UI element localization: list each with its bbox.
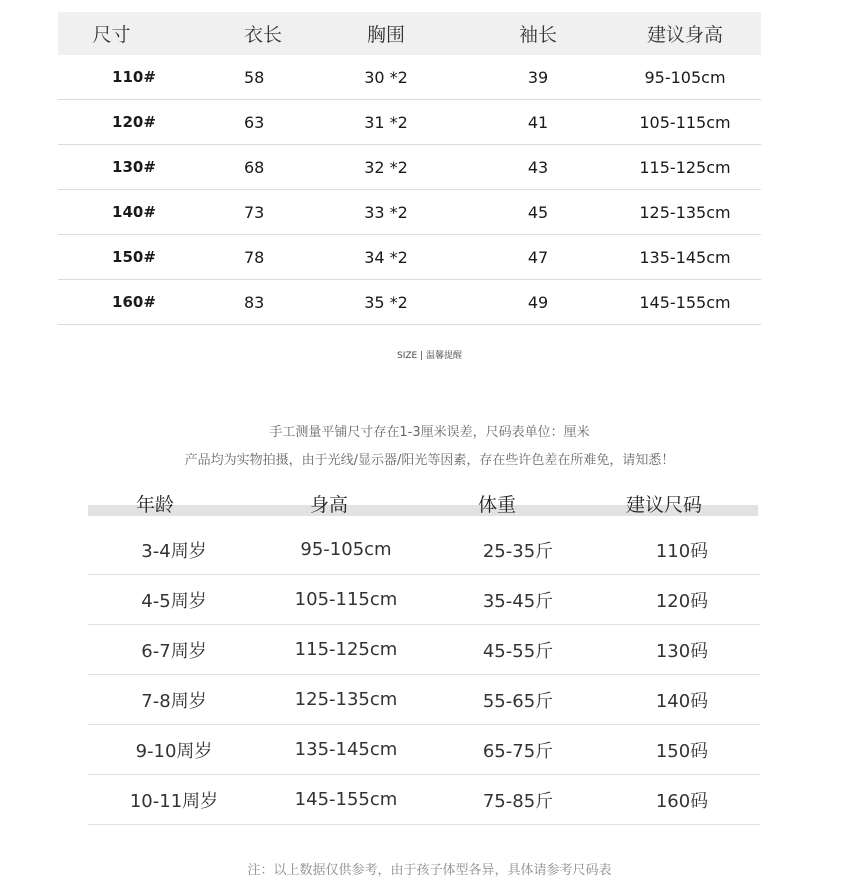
size-cell: 150码	[604, 725, 760, 775]
header-height: 身高	[310, 494, 349, 516]
length-cell: 83	[164, 280, 305, 325]
height-cell: 115-125cm	[609, 145, 761, 190]
chest-cell: 35 *2	[305, 280, 467, 325]
length-cell: 78	[164, 235, 305, 280]
sleeve-cell: 47	[467, 235, 609, 280]
height-cell: 105-115cm	[609, 100, 761, 145]
age-cell: 3-4周岁	[88, 525, 260, 575]
table-row	[88, 625, 760, 675]
table-row	[88, 725, 760, 775]
chest-cell: 34 *2	[305, 235, 467, 280]
height-cell: 95-105cm	[609, 55, 761, 100]
table-row	[58, 280, 761, 325]
header-weight: 体重	[478, 494, 517, 516]
height-cell: 135-145cm	[260, 725, 432, 775]
recommendation-table-header	[88, 490, 758, 520]
age-cell: 6-7周岁	[88, 625, 260, 675]
size-recommendation-table	[88, 525, 760, 825]
header-height: 建议身高	[609, 12, 761, 55]
size-cell: 110#	[58, 55, 164, 100]
header-size: 尺寸	[58, 12, 164, 55]
height-cell: 105-115cm	[260, 575, 432, 625]
weight-cell: 65-75斤	[432, 725, 604, 775]
chest-cell: 33 *2	[305, 190, 467, 235]
size-caption: SIZE | 温馨提醒	[397, 351, 462, 361]
age-cell: 9-10周岁	[88, 725, 260, 775]
chest-cell: 31 *2	[305, 100, 467, 145]
table-row	[58, 100, 761, 145]
header-recommended-size: 建议尺码	[626, 494, 703, 516]
table-row	[88, 525, 760, 575]
height-cell: 135-145cm	[609, 235, 761, 280]
table-row	[58, 145, 761, 190]
header-sleeve: 袖长	[467, 12, 609, 55]
table-row	[88, 575, 760, 625]
length-cell: 68	[164, 145, 305, 190]
header-age: 年龄	[136, 494, 175, 516]
weight-cell: 35-45斤	[432, 575, 604, 625]
table-row	[58, 235, 761, 280]
size-cell: 120#	[58, 100, 164, 145]
size-cell: 120码	[604, 575, 760, 625]
size-cell: 140码	[604, 675, 760, 725]
length-cell: 73	[164, 190, 305, 235]
height-cell: 145-155cm	[260, 775, 432, 825]
sleeve-cell: 45	[467, 190, 609, 235]
measurement-note: 手工测量平铺尺寸存在1-3厘米误差，尺码表单位：厘米	[269, 425, 590, 440]
height-cell: 125-135cm	[260, 675, 432, 725]
header-chest: 胸围	[305, 12, 467, 55]
size-cell: 130#	[58, 145, 164, 190]
size-table-header	[58, 12, 761, 55]
weight-cell: 55-65斤	[432, 675, 604, 725]
sleeve-cell: 39	[467, 55, 609, 100]
age-cell: 4-5周岁	[88, 575, 260, 625]
length-cell: 58	[164, 55, 305, 100]
footer-note: 注：以上数据仅供参考，由于孩子体型各异，具体请参考尺码表	[247, 863, 612, 878]
chest-cell: 32 *2	[305, 145, 467, 190]
chest-cell: 30 *2	[305, 55, 467, 100]
sleeve-cell: 43	[467, 145, 609, 190]
age-cell: 7-8周岁	[88, 675, 260, 725]
sleeve-cell: 41	[467, 100, 609, 145]
size-cell: 160码	[604, 775, 760, 825]
age-cell: 10-11周岁	[88, 775, 260, 825]
size-cell: 130码	[604, 625, 760, 675]
height-cell: 115-125cm	[260, 625, 432, 675]
table-row	[58, 55, 761, 100]
weight-cell: 75-85斤	[432, 775, 604, 825]
height-cell: 145-155cm	[609, 280, 761, 325]
table-row	[88, 675, 760, 725]
height-cell: 95-105cm	[260, 525, 432, 575]
size-cell: 140#	[58, 190, 164, 235]
table-row	[88, 775, 760, 825]
sleeve-cell: 49	[467, 280, 609, 325]
weight-cell: 45-55斤	[432, 625, 604, 675]
length-cell: 63	[164, 100, 305, 145]
weight-cell: 25-35斤	[432, 525, 604, 575]
size-cell: 160#	[58, 280, 164, 325]
size-cell: 110码	[604, 525, 760, 575]
table-row	[58, 190, 761, 235]
size-measurement-table	[58, 12, 761, 325]
header-length: 衣长	[164, 12, 305, 55]
color-note: 产品均为实物拍摄，由于光线/显示器/阳光等因素，存在些许色差在所难免，请知悉！	[184, 453, 675, 468]
size-cell: 150#	[58, 235, 164, 280]
height-cell: 125-135cm	[609, 190, 761, 235]
